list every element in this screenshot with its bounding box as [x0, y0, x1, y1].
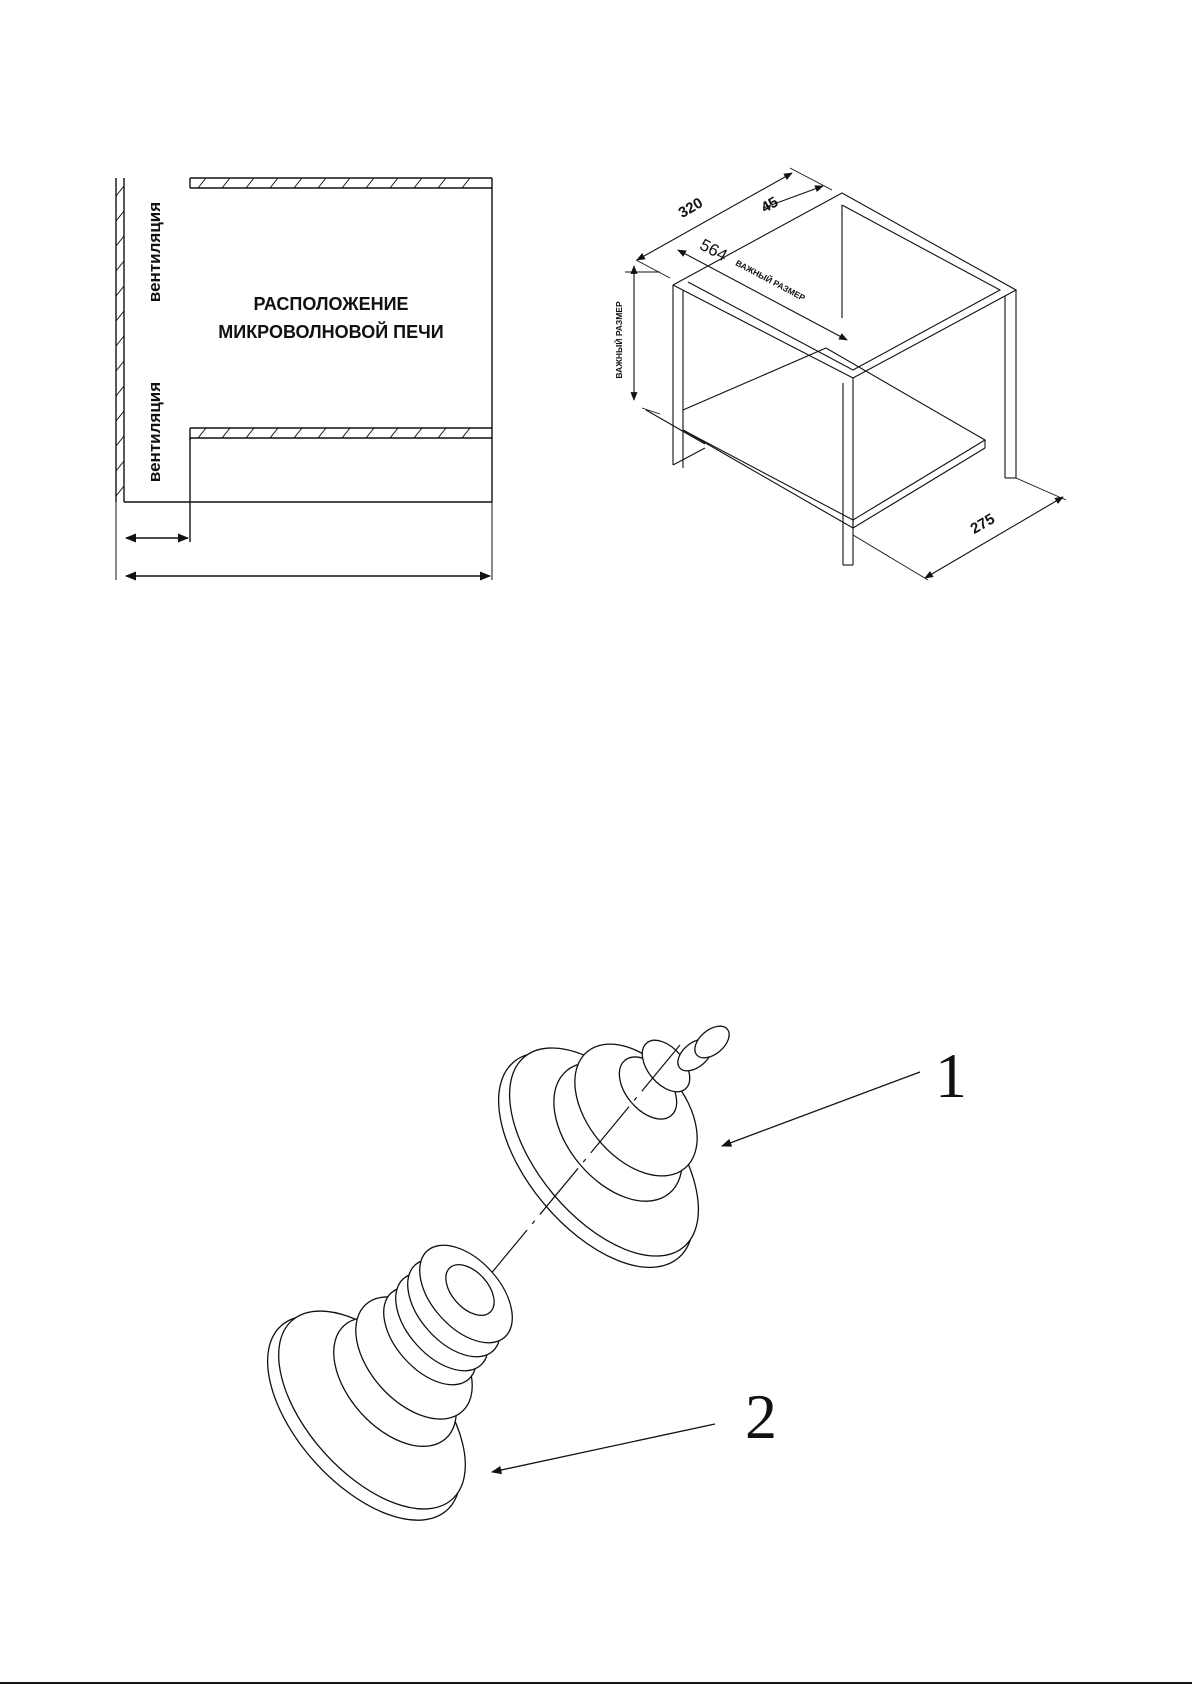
- vent-label-bottom: вентиляция: [145, 381, 164, 483]
- plan-title-line1: РАСПОЛОЖЕНИЕ: [253, 294, 409, 314]
- callout-1-leader: [722, 1072, 920, 1146]
- important-size-label-top: ВАЖНЫЙ РАЗМЕР: [733, 257, 807, 303]
- iso-box-drawing: [625, 168, 1066, 580]
- callout-2-number: 2: [745, 1381, 777, 1452]
- part-2-threaded-foot: [232, 1228, 530, 1554]
- dim-label-564: 564: [696, 235, 731, 266]
- plan-left-wall-hatch: [116, 186, 124, 496]
- dim-line-564: [678, 250, 847, 340]
- plan-title-line2: МИКРОВОЛНОВОЙ ПЕЧИ: [218, 322, 444, 342]
- plan-top-shelf-hatch: [198, 178, 470, 188]
- dim-label-45: 45: [758, 193, 782, 217]
- dim-label-275: 275: [967, 510, 998, 538]
- important-size-label-side: ВАЖНЫЙ РАЗМЕР: [614, 301, 624, 379]
- cabinet-plan-drawing: [116, 178, 492, 580]
- dim-label-320: 320: [675, 194, 706, 222]
- plan-bottom-shelf-hatch: [198, 428, 470, 438]
- callout-1-number: 1: [935, 1040, 967, 1111]
- iso-shelf: [683, 348, 985, 520]
- iso-top-front-rim: [673, 193, 1016, 378]
- callout-2-leader: [492, 1424, 715, 1472]
- vent-label-top: вентиляция: [145, 201, 164, 303]
- dim-line-275: [925, 497, 1063, 578]
